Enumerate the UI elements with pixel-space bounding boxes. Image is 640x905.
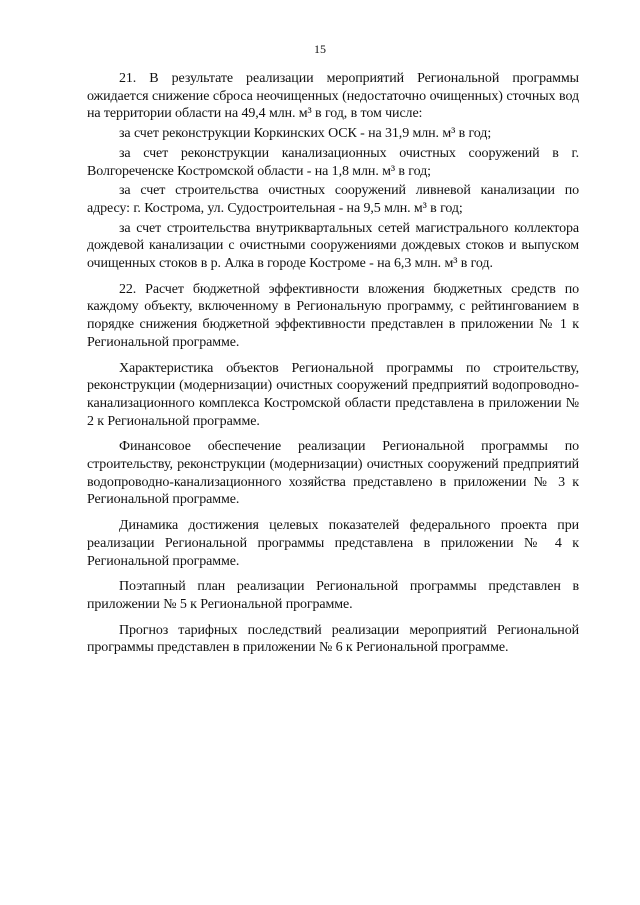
paragraph-21-item-alka: за счет строительства внутриквартальных сетей магистрального коллектора дождевой канализации с очистными сооружениями дождевых стоков и выпуском очищенных стоков в р. Алка в городе Костроме - на 6,3 млн. м³ в год. [87, 220, 579, 272]
paragraph-21: 21. В результате реализации мероприятий Региональной программы ожидается снижение сброса неочищенных (недостаточно очищенных) сточных вод на территории области на 49,4 млн. м³ в год, в том числе: [87, 71, 579, 122]
paragraph-financing: Финансовое обеспечение реализации Региональной программы по строительству, реконструкции (модернизации) очистных сооружений предприятий водопроводно-канализационного хозяйства представлено в приложении № 3 к Региональной программе. [87, 439, 579, 508]
paragraph-22: 22. Расчет бюджетной эффективности вложения бюджетных средств по каждому объекту, включенному в Региональную программу, с рейтингованием в порядке снижения бюджетной эффективности представлен в приложении № 1 к Региональной программе. [87, 281, 579, 350]
paragraph-characteristics: Характеристика объектов Региональной программы по строительству, реконструкции (модернизации) очистных сооружений предприятий водопроводно-канализационного комплекса Костромской области представлена в приложении № 2 к Региональной программе. [87, 360, 579, 429]
paragraph-dynamics: Динамика достижения целевых показателей федерального проекта при реализации Региональной программы представлена в приложении № 4 к Региональной программе. [87, 518, 579, 569]
page-number: 15 [314, 42, 326, 56]
paragraph-21-item-volgorechensk: за счет реконструкции канализационных очистных сооружений в г. Волгореченске Костромской области - на 1,8 млн. м³ в год; [87, 145, 579, 179]
document-body [87, 70, 579, 659]
paragraph-tariff-forecast: Прогноз тарифных последствий реализации мероприятий Региональной программы представлен в приложении № 6 к Региональной программе. [87, 622, 579, 656]
paragraph-21-item-korkino: за счет реконструкции Коркинских ОСК - на 31,9 млн. м³ в год; [119, 126, 492, 142]
paragraph-21-item-sudostroitelnaya: за счет строительства очистных сооружений ливневой канализации по адресу: г. Кострома, ул. Судостроительная - на 9,5 млн. м³ в год; [87, 183, 579, 216]
paragraph-phased-plan: Поэтапный план реализации Региональной программы представлен в приложении № 5 к Региональной программе. [87, 579, 579, 612]
